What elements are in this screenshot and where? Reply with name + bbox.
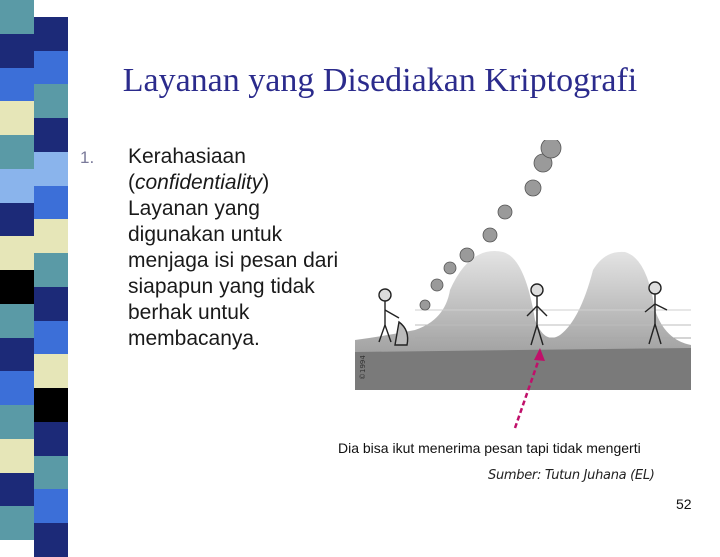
strip-square [34,51,68,85]
strip-square [34,354,68,388]
strip-square [34,152,68,186]
strip-square [0,68,34,102]
strip-square [0,203,34,237]
strip-square [34,523,68,557]
strip-square [0,0,34,34]
bullet-description: Layanan yang digunakan untuk menjaga isi pesan dari siapapun yang tidak berhak untuk membacanya. [128,197,339,350]
bullet-term: Kerahasiaan [128,145,246,168]
strip-square [34,84,68,118]
strip-square [0,101,34,135]
strip-square [0,270,34,304]
strip-square [0,371,34,405]
strip-square [0,338,34,372]
strip-square [34,287,68,321]
hills [355,251,691,390]
decorative-sidebar-strip [0,0,68,540]
bullet-content [128,144,348,352]
bullet-term-english: confidentiality [135,171,263,194]
strip-square [34,321,68,355]
strip-square [0,439,34,473]
strip-square [0,473,34,507]
strip-square [34,118,68,152]
page-number: 52 [676,496,692,512]
strip-square [0,135,34,169]
strip-square [34,422,68,456]
strip-square [0,405,34,439]
strip-square [34,388,68,422]
strip-square [0,169,34,203]
strip-square [34,219,68,253]
strip-square [34,17,68,51]
bullet-term-close-paren: ) [262,171,270,194]
strip-square [34,186,68,220]
strip-square [0,34,34,68]
strip-square [0,506,34,540]
illustration-side-mark: ©1994 [359,355,367,380]
bullet-term-open-paren: ( [128,171,135,194]
strip-square [34,456,68,490]
strip-square [34,489,68,523]
illustration-caption: Dia bisa ikut menerima pesan tapi tidak mengerti [338,440,641,456]
message-interception-illustration [355,140,691,390]
strip-square [34,253,68,287]
bullet-number: 1. [80,148,95,167]
source-citation: Sumber: Tutun Juhana (EL) [488,468,655,483]
strip-square [0,304,34,338]
strip-square [0,236,34,270]
slide-title: Layanan yang Disediakan Kriptografi [122,62,638,99]
